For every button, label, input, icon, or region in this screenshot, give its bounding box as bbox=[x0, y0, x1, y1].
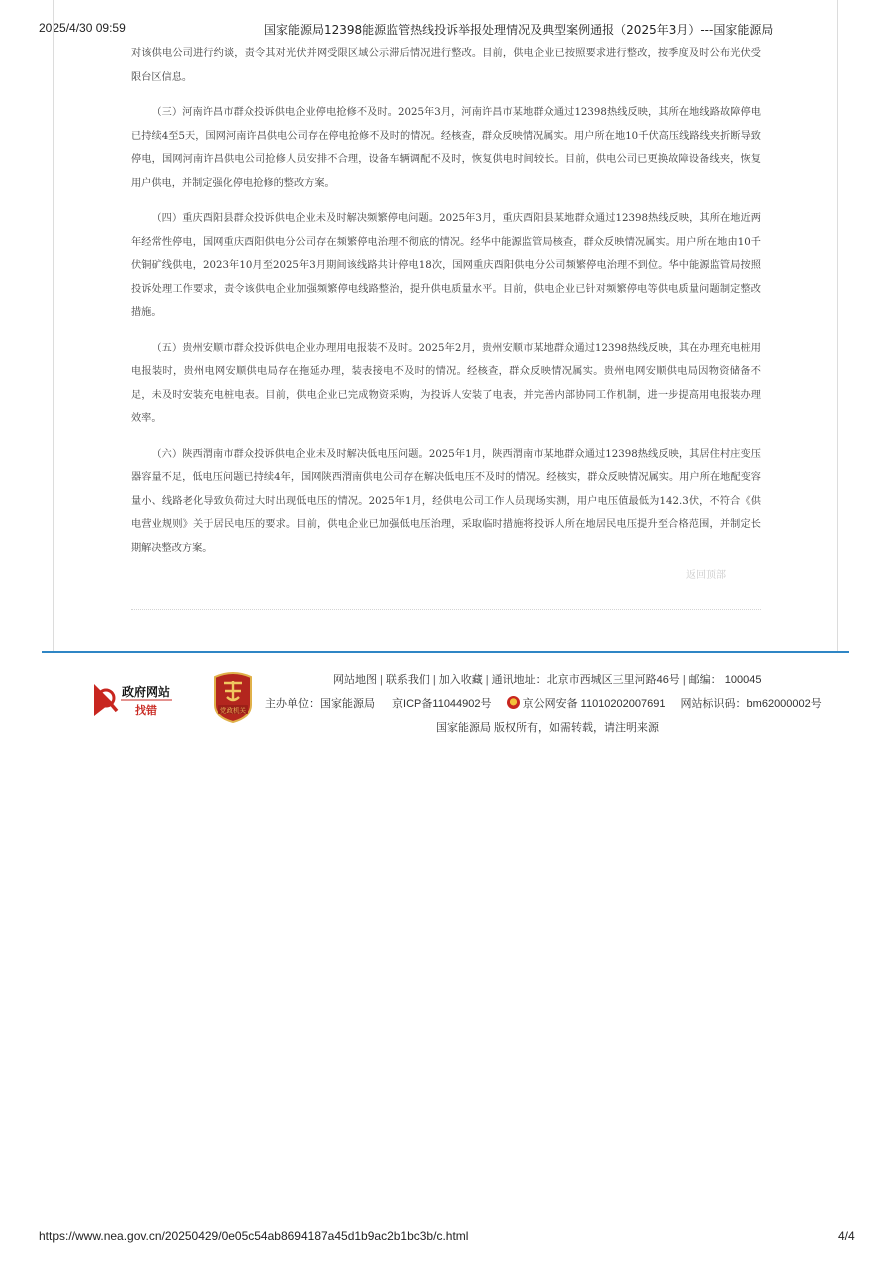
footer-site-id: 网站标识码：bm62000002号 bbox=[680, 698, 822, 710]
footer-postcode: 邮编： 100045 bbox=[688, 674, 762, 686]
footer-link-bookmark[interactable]: 加入收藏 bbox=[438, 674, 483, 686]
content-divider bbox=[131, 609, 761, 610]
gov-site-error-report-logo[interactable] bbox=[92, 680, 174, 718]
footer-links-row: 网站地图 | 联系我们 | 加入收藏 | 通讯地址：北京市西城区三里河路46号 | 邮编： 100045 bbox=[333, 674, 762, 686]
footer-info-row bbox=[265, 695, 822, 711]
footer-top-rule bbox=[42, 651, 849, 653]
footer-sponsor: 主办单位：国家能源局 bbox=[265, 698, 375, 710]
print-datetime: 2025/4/30 09:59 bbox=[39, 21, 126, 35]
article-body bbox=[131, 42, 761, 572]
article-paragraph: （三）河南许昌市群众投诉供电企业停电抢修不及时。2025年3月，河南许昌市某地群众通过12398热线反映，其所在地线路故障停电已持续4至5天，国网河南许昌供电公司存在停电抢修不及时的情况。经核查，群众反映情况属实。用户所在地10千伏高压线路线夹折断导致停电，国网河南许昌供电公司抢修人员安排不合理，设备车辆调配不及时，恢复供电时间较长。目前，供电公司已更换故障设备线夹，恢复用户供电，并制定强化停电抢修的整改方案。 bbox=[131, 107, 761, 189]
footer-police-record-link[interactable]: 京公网安备 11010202007691 bbox=[522, 698, 666, 710]
footer-link-contact[interactable]: 联系我们 bbox=[385, 674, 430, 686]
article-paragraph: （四）重庆酉阳县群众投诉供电企业未及时解决频繁停电问题。2025年3月，重庆酉阳县某地群众通过12398热线反映，其所在地近两年经常性停电，国网重庆酉阳供电分公司存在频繁停电治理不彻底的情况。经华中能源监管局核查，群众反映情况属实。用户所在地由10千伏铜矿线供电，2023年10月至2025年3月期间该线路共计停电18次，国网重庆酉阳供电分公司频繁停电治理不到位。华中能源监管局按照投诉处理工作要求，责令该供电企业加强频繁停电线路整治，提升供电质量水平。目前，供电企业已针对频繁停电等供电质量问题制定整改措施。 bbox=[131, 213, 761, 318]
article-paragraph: （六）陕西渭南市群众投诉供电企业未及时解决低电压问题。2025年1月，陕西渭南市某地群众通过12398热线反映，其居住村庄变压器容量不足，低电压问题已持续4年，国网陕西渭南供电公司存在解决低电压不及时的情况。经核实，群众反映情况属实。用户所在地配变容量小、线路老化导致负荷过大时出现低电压的情况。2025年1月，经供电公司工作人员现场实测，用户电压值最低为142.3伏，不符合《供电营业规则》关于居民电压的要求。目前，供电企业已加强低电压治理，采取临时措施将投诉人所在地居民电压提升至合格范围，并制定长期解决整改方案。 bbox=[131, 448, 761, 554]
back-to-top-link[interactable]: 返回顶部 bbox=[686, 570, 726, 581]
print-page-url: https://www.nea.gov.cn/20250429/0e05c54ab8694187a45d1b9ac2b1bc3b/c.html bbox=[39, 1229, 469, 1243]
print-page-number: 4/4 bbox=[838, 1229, 855, 1243]
gov-logo-text-top: 政府网站 bbox=[122, 685, 171, 699]
magnifier-icon bbox=[94, 684, 117, 716]
article-paragraph: （五）贵州安顺市群众投诉供电企业办理用电报装不及时。2025年2月，贵州安顺市某地群众通过12398热线反映，其在办理充电桩用电报装时，贵州电网安顺供电局存在拖延办理，装表接电不及时的情况。经核查，群众反映情况属实。贵州电网安顺供电局因物资储备不足，未及时安装充电桩电表。目前，供电企业已完成物资采购，为投诉人安装了电表，并完善内部协同工作机制，进一步提高用电报装办理效率。 bbox=[131, 342, 761, 424]
gov-logo-text-bottom: 找错 bbox=[135, 704, 157, 717]
footer-icp-link[interactable]: 京ICP备11044902号 bbox=[392, 698, 492, 710]
print-page-title: 国家能源局12398能源监管热线投诉举报处理情况及典型案例通报（2025年3月）---国家能源局 bbox=[264, 23, 774, 37]
government-organ-badge[interactable] bbox=[211, 671, 255, 723]
footer-address: 通讯地址：北京市西城区三里河路46号 bbox=[491, 674, 680, 686]
police-emblem-icon bbox=[507, 696, 520, 709]
article-paragraph: 对该供电公司进行约谈，责令其对光伏并网受限区域公示滞后情况进行整改。目前，供电企业已按照要求进行整改，按季度及时公布光伏受限台区信息。 bbox=[131, 48, 761, 83]
footer-copyright: 国家能源局 版权所有，如需转载，请注明来源 bbox=[436, 722, 660, 734]
footer-link-sitemap[interactable]: 网站地图 bbox=[333, 674, 377, 686]
badge-text: 党政机关 bbox=[220, 706, 246, 715]
